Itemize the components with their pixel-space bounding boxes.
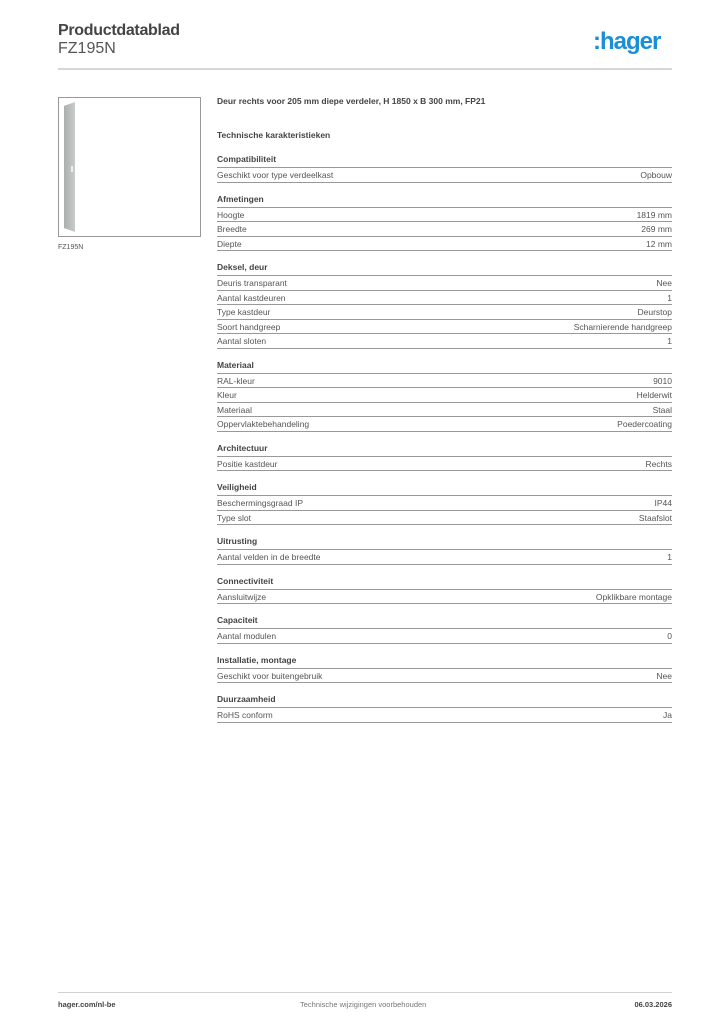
spec-value: Poedercoating bbox=[617, 419, 672, 429]
footer-note: Technische wijzigingen voorbehouden bbox=[300, 1000, 427, 1009]
spec-value: IP44 bbox=[654, 498, 672, 508]
spec-label: Kleur bbox=[217, 390, 237, 400]
section-title: Installatie, montage bbox=[217, 653, 672, 669]
spec-row bbox=[217, 222, 672, 237]
spec-section bbox=[217, 260, 672, 349]
footer-url[interactable]: hager.com/nl-be bbox=[58, 1000, 116, 1009]
section-title: Connectiviteit bbox=[217, 574, 672, 590]
footer-date: 06.03.2026 bbox=[634, 1000, 672, 1009]
spec-label: Hoogte bbox=[217, 209, 245, 220]
spec-section bbox=[217, 574, 672, 605]
spec-value: 1819 mm bbox=[636, 209, 672, 220]
spec-section bbox=[217, 534, 672, 565]
spec-label: Deuris transparant bbox=[217, 278, 287, 288]
spec-label: Materiaal bbox=[217, 404, 252, 415]
spec-label: Type kastdeur bbox=[217, 307, 271, 317]
spec-row bbox=[217, 208, 672, 223]
spec-value: 1 bbox=[667, 336, 672, 346]
spec-row bbox=[217, 403, 672, 418]
footer-divider bbox=[58, 992, 672, 993]
document-title: Productdatablad bbox=[58, 22, 180, 39]
spec-label: Beschermingsgraad IP bbox=[217, 498, 303, 508]
section-title: Uitrusting bbox=[217, 534, 672, 550]
spec-label: Diepte bbox=[217, 238, 242, 249]
spec-row bbox=[217, 320, 672, 335]
spec-section bbox=[217, 152, 672, 183]
spec-row bbox=[217, 708, 672, 723]
spec-value: Deurstop bbox=[637, 307, 672, 317]
spec-row bbox=[217, 388, 672, 403]
section-title: Compatibiliteit bbox=[217, 152, 672, 168]
spec-value: 0 bbox=[667, 631, 672, 641]
spec-row bbox=[217, 550, 672, 565]
spec-row bbox=[217, 334, 672, 349]
spec-row bbox=[217, 511, 672, 526]
spec-value: Staafslot bbox=[638, 512, 672, 523]
section-title: Veiligheid bbox=[217, 480, 672, 496]
spec-value: Opbouw bbox=[640, 170, 672, 180]
product-description: Deur rechts voor 205 mm diepe verdeler, H 1850 x B 300 mm, FP21 bbox=[217, 96, 486, 106]
spec-row bbox=[217, 374, 672, 389]
hager-logo: :hager bbox=[593, 28, 661, 55]
spec-row bbox=[217, 417, 672, 432]
spec-label: Breedte bbox=[217, 224, 247, 234]
spec-label: Geschikt voor type verdeelkast bbox=[217, 170, 334, 180]
spec-section bbox=[217, 613, 672, 644]
spec-value: 12 mm bbox=[646, 238, 672, 249]
spec-value: 1 bbox=[667, 552, 672, 562]
spec-value: Rechts bbox=[645, 458, 672, 469]
spec-section bbox=[217, 653, 672, 684]
spec-label: Soort handgreep bbox=[217, 321, 281, 332]
spec-content bbox=[217, 94, 672, 732]
spec-label: RoHS conform bbox=[217, 710, 273, 720]
spec-value: 269 mm bbox=[641, 224, 672, 234]
spec-label: Geschikt voor buitengebruik bbox=[217, 670, 323, 681]
spec-value: Helderwit bbox=[636, 390, 672, 400]
spec-section bbox=[217, 480, 672, 525]
spec-value: 1 bbox=[667, 292, 672, 303]
spec-section bbox=[217, 692, 672, 723]
spec-label: Positie kastdeur bbox=[217, 458, 278, 469]
spec-row bbox=[217, 168, 672, 183]
image-caption: FZ195N bbox=[58, 244, 84, 251]
header-divider bbox=[58, 68, 672, 70]
spec-section bbox=[217, 358, 672, 432]
spec-row bbox=[217, 237, 672, 252]
spec-section bbox=[217, 441, 672, 472]
spec-label: Aantal modulen bbox=[217, 631, 277, 641]
spec-row bbox=[217, 276, 672, 291]
spec-value: Opklikbare montage bbox=[595, 591, 672, 602]
section-title: Deksel, deur bbox=[217, 260, 672, 276]
section-title: Capaciteit bbox=[217, 613, 672, 629]
spec-label: Aantal velden in de breedte bbox=[217, 552, 321, 562]
section-title: Materiaal bbox=[217, 358, 672, 374]
spec-row bbox=[217, 669, 672, 684]
spec-label: Aantal kastdeuren bbox=[217, 292, 286, 303]
spec-row bbox=[217, 291, 672, 306]
spec-label: RAL-kleur bbox=[217, 375, 255, 386]
handle-icon bbox=[71, 166, 73, 172]
spec-sections bbox=[217, 152, 672, 723]
spec-label: Aansluitwijze bbox=[217, 591, 267, 602]
product-image bbox=[58, 97, 201, 237]
spec-value: Scharnierende handgreep bbox=[573, 321, 672, 332]
spec-section bbox=[217, 192, 672, 252]
section-title: Architectuur bbox=[217, 441, 672, 457]
spec-row bbox=[217, 629, 672, 644]
spec-row bbox=[217, 496, 672, 511]
spec-value: 9010 bbox=[653, 375, 672, 386]
spec-row bbox=[217, 305, 672, 320]
spec-label: Oppervlaktebehandeling bbox=[217, 419, 310, 429]
section-title: Duurzaamheid bbox=[217, 692, 672, 708]
spec-value: Nee bbox=[656, 278, 672, 288]
spec-value: Staal bbox=[652, 404, 672, 415]
spec-row bbox=[217, 457, 672, 472]
spec-label: Type slot bbox=[217, 512, 252, 523]
spec-value: Ja bbox=[663, 710, 672, 720]
section-title: Afmetingen bbox=[217, 192, 672, 208]
spec-row bbox=[217, 590, 672, 605]
product-code: FZ195N bbox=[58, 40, 116, 57]
spec-label: Aantal sloten bbox=[217, 336, 267, 346]
spec-value: Nee bbox=[656, 670, 672, 681]
door-image bbox=[64, 102, 75, 232]
tech-heading: Technische karakteristieken bbox=[217, 130, 331, 140]
